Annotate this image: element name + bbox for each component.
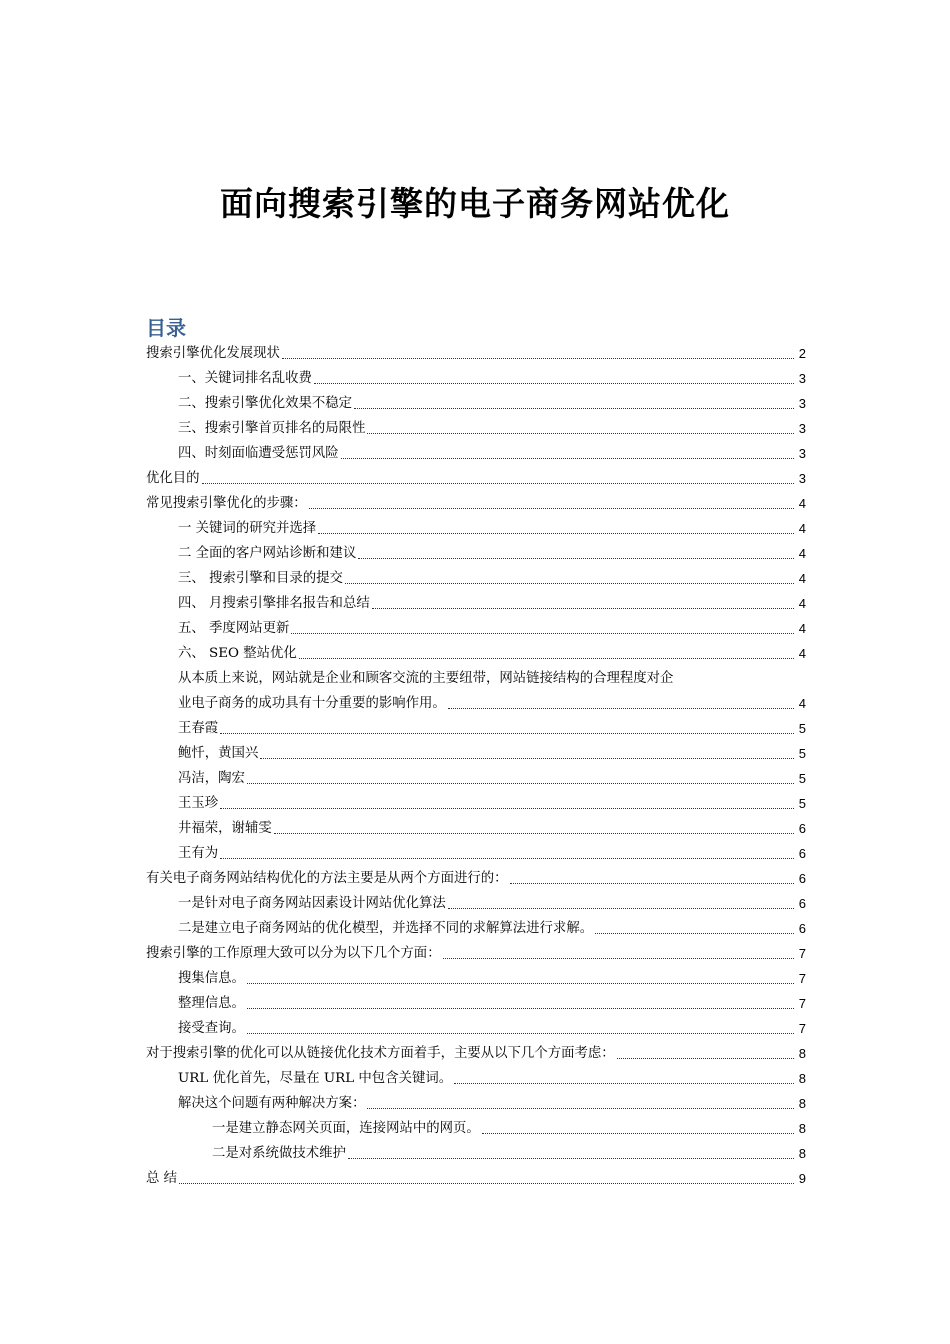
toc-dot-leader <box>348 1158 794 1159</box>
toc-entry[interactable] <box>146 541 806 566</box>
toc-entry[interactable] <box>146 466 806 491</box>
toc-dot-leader <box>247 1008 794 1009</box>
toc-page-number: 5 <box>798 796 806 811</box>
toc-entry[interactable] <box>146 1141 806 1166</box>
toc-entry[interactable] <box>146 616 806 641</box>
toc-entry-label: 二是对系统做技术维护 <box>212 1146 346 1161</box>
toc-entry[interactable] <box>146 516 806 541</box>
toc-entry[interactable] <box>146 1116 806 1141</box>
toc-entry-label: 一是建立静态网关页面，连接网站中的网页。 <box>212 1121 480 1136</box>
toc-dot-leader <box>358 558 794 559</box>
toc-page-number: 6 <box>798 921 806 936</box>
toc-page-number: 3 <box>798 396 806 411</box>
toc-entry-label: 搜索引擎优化发展现状 <box>146 346 280 361</box>
toc-entry[interactable] <box>146 766 806 791</box>
toc-entry[interactable] <box>146 1091 806 1116</box>
toc-page-number: 5 <box>798 746 806 761</box>
toc-page-number: 6 <box>798 871 806 886</box>
toc-dot-leader <box>510 883 794 884</box>
toc-entry[interactable] <box>146 841 806 866</box>
toc-entry-label: 解决这个问题有两种解决方案： <box>178 1096 366 1111</box>
toc-entry[interactable] <box>146 816 806 841</box>
toc-entry-label: 一、关键词排名乱收费 <box>178 371 312 386</box>
toc-page-number: 4 <box>798 546 806 561</box>
toc-entry-label: 常见搜索引擎优化的步骤： <box>146 496 307 511</box>
toc-entry-label: 接受查询。 <box>178 1021 245 1036</box>
toc-dot-leader <box>282 358 794 359</box>
toc-entry[interactable] <box>146 341 806 366</box>
toc-entry[interactable] <box>146 666 806 716</box>
toc-dot-leader <box>247 983 794 984</box>
toc-entry-label: 井福荣，谢辅雯 <box>178 821 272 836</box>
toc-entry[interactable] <box>146 866 806 891</box>
toc-page-number: 8 <box>798 1096 806 1111</box>
toc-page-number: 3 <box>798 446 806 461</box>
toc-page-number: 2 <box>798 346 806 361</box>
toc-entry[interactable] <box>146 1066 806 1091</box>
toc-dot-leader <box>372 608 794 609</box>
toc-dot-leader <box>448 908 794 909</box>
toc-entry-label: 总 结 <box>146 1171 178 1186</box>
toc-page-number: 7 <box>798 946 806 961</box>
toc-page-number: 4 <box>798 621 806 636</box>
toc-entry[interactable] <box>146 941 806 966</box>
toc-dot-leader <box>299 658 794 659</box>
toc-entry-label: 六、 SEO 整站优化 <box>178 646 297 661</box>
toc-entry-label: 三、搜索引擎首页排名的局限性 <box>178 421 366 436</box>
toc-entry[interactable] <box>146 1041 806 1066</box>
toc-dot-leader <box>220 808 794 809</box>
toc-entry[interactable] <box>146 591 806 616</box>
toc-dot-leader <box>617 1058 794 1059</box>
toc-entry[interactable] <box>146 366 806 391</box>
toc-entry-label: 搜集信息。 <box>178 971 245 986</box>
toc-entry-label: 二是建立电子商务网站的优化模型，并选择不同的求解算法进行求解。 <box>178 921 594 936</box>
toc-entry[interactable] <box>146 1166 806 1191</box>
toc-entry[interactable] <box>146 916 806 941</box>
toc-dot-leader <box>220 858 794 859</box>
toc-page-number: 4 <box>798 521 806 536</box>
toc-page-number: 8 <box>798 1071 806 1086</box>
toc-page-number: 7 <box>798 971 806 986</box>
toc-page-number: 5 <box>798 721 806 736</box>
toc-page-number: 5 <box>798 771 806 786</box>
toc-entry[interactable] <box>146 716 806 741</box>
toc-page-number: 4 <box>798 646 806 661</box>
toc-dot-leader <box>314 383 794 384</box>
toc-entry[interactable] <box>146 441 806 466</box>
toc-dot-leader <box>291 633 794 634</box>
toc-page-number: 4 <box>798 696 806 711</box>
toc-entry[interactable] <box>146 791 806 816</box>
toc-page-number: 4 <box>798 596 806 611</box>
toc-page-number: 4 <box>798 496 806 511</box>
toc-entry[interactable] <box>146 566 806 591</box>
toc-entry-line2 <box>146 691 806 716</box>
toc-entry-label: 对于搜索引擎的优化可以从链接优化技术方面着手，主要从以下几个方面考虑： <box>146 1046 615 1061</box>
toc-entry[interactable] <box>146 1016 806 1041</box>
toc-dot-leader <box>354 408 794 409</box>
toc-entry-label: 王玉珍 <box>178 796 219 811</box>
toc-entry-label: 五、 季度网站更新 <box>178 621 290 636</box>
toc-dot-leader <box>247 783 794 784</box>
toc-entry-label-continued: 业电子商务的成功具有十分重要的影响作用。 <box>178 696 446 711</box>
toc-dot-leader <box>202 483 794 484</box>
toc-entry-label: 从本质上来说，网站就是企业和顾客交流的主要纽带，网站链接结构的合理程度对企 <box>178 671 674 686</box>
toc-dot-leader <box>367 1108 794 1109</box>
toc-page-number: 8 <box>798 1046 806 1061</box>
toc-dot-leader <box>341 458 794 459</box>
toc-page-number: 4 <box>798 571 806 586</box>
toc-dot-leader <box>220 733 794 734</box>
toc-entry-label: 二、搜索引擎优化效果不稳定 <box>178 396 353 411</box>
toc-page-number: 3 <box>798 421 806 436</box>
toc-page-number: 9 <box>798 1171 806 1186</box>
toc-page-number: 6 <box>798 896 806 911</box>
toc-page-number: 3 <box>798 371 806 386</box>
toc-entry-label: 鲍忏，黄国兴 <box>178 746 259 761</box>
toc-entry-label: 四、 月搜索引擎排名报告和总结 <box>178 596 370 611</box>
toc-heading: 目录 <box>146 316 186 340</box>
toc-dot-leader <box>260 758 794 759</box>
toc-entry-label: 一 关键词的研究并选择 <box>178 521 317 536</box>
toc-dot-leader <box>247 1033 794 1034</box>
toc-page-number: 7 <box>798 1021 806 1036</box>
table-of-contents <box>146 341 806 1191</box>
toc-page-number: 6 <box>798 821 806 836</box>
toc-dot-leader <box>443 958 794 959</box>
toc-page-number: 8 <box>798 1146 806 1161</box>
toc-entry[interactable] <box>146 966 806 991</box>
toc-dot-leader <box>454 1083 794 1084</box>
toc-page-number: 7 <box>798 996 806 1011</box>
toc-entry-label: 三、 搜索引擎和目录的提交 <box>178 571 343 586</box>
document-title: 面向搜索引擎的电子商务网站优化 <box>220 184 730 223</box>
toc-entry-label: 整理信息。 <box>178 996 245 1011</box>
toc-entry[interactable] <box>146 741 806 766</box>
toc-dot-leader <box>345 583 794 584</box>
toc-dot-leader <box>448 708 794 709</box>
toc-entry-label: 王春霞 <box>178 721 219 736</box>
toc-dot-leader <box>274 833 794 834</box>
toc-dot-leader <box>309 508 794 509</box>
toc-dot-leader <box>179 1183 794 1184</box>
toc-dot-leader <box>367 433 794 434</box>
toc-entry-label: URL 优化首先，尽量在 URL 中包含关键词。 <box>178 1071 453 1086</box>
toc-entry[interactable] <box>146 491 806 516</box>
toc-dot-leader <box>595 933 794 934</box>
toc-entry-label: 搜索引擎的工作原理大致可以分为以下几个方面： <box>146 946 441 961</box>
toc-entry[interactable] <box>146 391 806 416</box>
toc-page-number: 8 <box>798 1121 806 1136</box>
toc-entry-label: 四、时刻面临遭受惩罚风险 <box>178 446 339 461</box>
toc-entry-label: 优化目的 <box>146 471 200 486</box>
toc-page-number: 6 <box>798 846 806 861</box>
toc-entry[interactable] <box>146 641 806 666</box>
toc-entry[interactable] <box>146 991 806 1016</box>
toc-entry[interactable] <box>146 416 806 441</box>
toc-entry-label: 一是针对电子商务网站因素设计网站优化算法 <box>178 896 446 911</box>
toc-entry-label: 冯洁，陶宏 <box>178 771 245 786</box>
toc-entry[interactable] <box>146 891 806 916</box>
toc-dot-leader <box>318 533 794 534</box>
toc-entry-label: 二 全面的客户网站诊断和建议 <box>178 546 357 561</box>
toc-page-number: 3 <box>798 471 806 486</box>
toc-entry-label: 王有为 <box>178 846 219 861</box>
toc-dot-leader <box>482 1133 794 1134</box>
toc-entry-label: 有关电子商务网站结构优化的方法主要是从两个方面进行的： <box>146 871 508 886</box>
